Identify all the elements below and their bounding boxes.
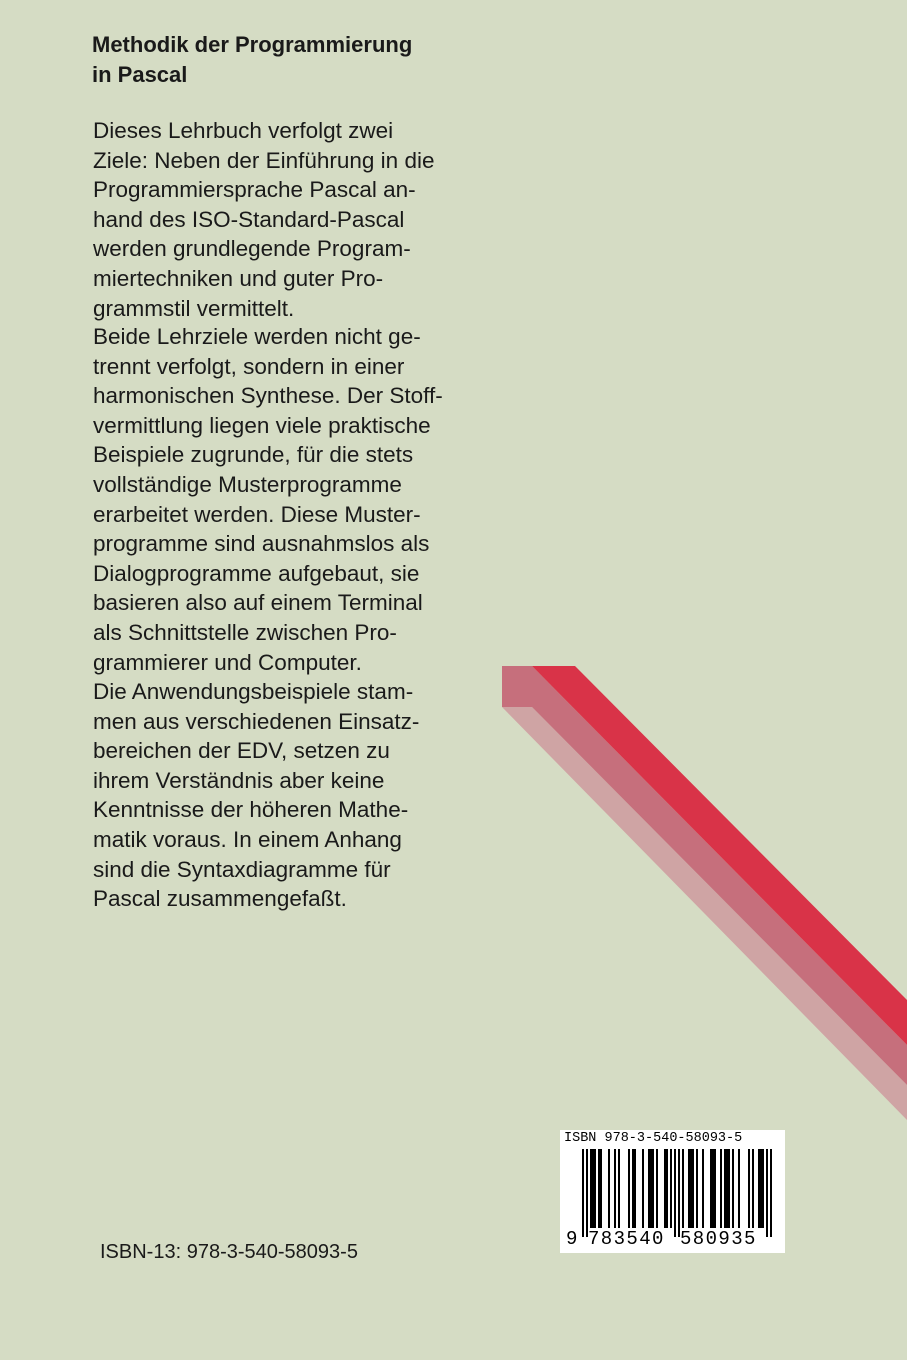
- barcode-bar: [666, 1149, 668, 1228]
- text-line: vermittlung liegen viele praktische: [93, 412, 431, 438]
- barcode-bar: [738, 1149, 740, 1228]
- barcode-bar: [594, 1149, 596, 1228]
- text-line: als Schnittstelle zwischen Pro-: [93, 619, 397, 645]
- barcode-guard-bar: [582, 1149, 584, 1237]
- text-line: Dieses Lehrbuch verfolgt zwei: [93, 118, 394, 143]
- text-line: Beispiele zugrunde, für die stets: [93, 442, 414, 468]
- barcode-bar: [648, 1149, 650, 1228]
- barcode-bar: [632, 1149, 634, 1228]
- barcode-bar: [642, 1149, 644, 1228]
- text-line: hand des ISO-Standard-Pascal: [93, 206, 405, 232]
- barcode-bar: [710, 1149, 712, 1228]
- text-line: men aus verschiedenen Einsatz-: [93, 708, 420, 734]
- barcode-bar: [720, 1149, 722, 1228]
- isbn-13-label: ISBN-13: 978-3-540-58093-5: [100, 1241, 358, 1263]
- barcode-bar: [752, 1149, 754, 1228]
- barcode-bar: [760, 1149, 762, 1228]
- title-line: in Pascal: [92, 62, 188, 87]
- barcode-bar: [634, 1149, 636, 1228]
- text-line: bereichen der EDV, setzen zu: [93, 738, 390, 764]
- barcode-bar: [702, 1149, 704, 1228]
- stripe-light: [502, 707, 907, 1120]
- barcode-digits-left: 783540: [588, 1228, 665, 1250]
- barcode-bar: [656, 1149, 658, 1228]
- text-line: basieren also auf einem Terminal: [93, 590, 423, 616]
- text-line: Die Anwendungsbeispiele stam-: [93, 679, 414, 704]
- text-line: harmonischen Synthese. Der Stoff-: [93, 383, 443, 409]
- barcode-bar: [732, 1149, 734, 1228]
- blurb-paragraph-1: [93, 116, 434, 323]
- barcode-bar: [628, 1149, 630, 1228]
- text-line: Kenntnisse der höheren Mathe-: [93, 797, 409, 823]
- text-line: Dialogprogramme aufgebaut, sie: [93, 560, 420, 586]
- barcode-guard-bar: [586, 1149, 588, 1237]
- barcode-bar: [726, 1149, 728, 1228]
- barcode-isbn-text: ISBN 978-3-540-58093-5: [564, 1131, 743, 1146]
- text-line: vollständige Musterprogramme: [93, 471, 402, 497]
- barcode-bar: [748, 1149, 750, 1228]
- barcode-digits-right: 580935: [680, 1228, 757, 1250]
- text-line: trennt verfolgt, sondern in einer: [93, 353, 405, 379]
- isbn-barcode: [560, 1130, 785, 1253]
- barcode-bar: [762, 1149, 764, 1228]
- barcode-bar: [728, 1149, 730, 1228]
- barcode-guard-bar: [766, 1149, 768, 1237]
- barcode-bar: [670, 1149, 672, 1228]
- barcode-bar: [682, 1149, 684, 1228]
- text-line: werden grundlegende Program-: [93, 236, 411, 262]
- barcode-bar: [608, 1149, 610, 1228]
- barcode-bar: [696, 1149, 698, 1228]
- text-line: sind die Syntaxdiagramme für: [93, 856, 391, 882]
- text-line: Ziele: Neben der Einführung in die: [93, 147, 435, 173]
- stripe-mid: [502, 666, 907, 1085]
- barcode-bar: [652, 1149, 654, 1228]
- barcode-bar: [618, 1149, 620, 1228]
- barcode-bar: [690, 1149, 692, 1228]
- barcode-bar: [724, 1149, 726, 1228]
- text-line: Programmiersprache Pascal an-: [93, 177, 416, 203]
- barcode-bar: [688, 1149, 690, 1228]
- book-title: [92, 30, 512, 90]
- barcode-bar: [692, 1149, 694, 1228]
- text-line: Beide Lehrziele werden nicht ge-: [93, 324, 421, 349]
- blurb-paragraph-3: [93, 677, 419, 914]
- text-line: miertechniken und guter Pro-: [93, 265, 384, 291]
- barcode-bar: [614, 1149, 616, 1228]
- barcode-bar: [590, 1149, 592, 1228]
- barcode-bar: [664, 1149, 666, 1228]
- text-line: matik voraus. In einem Anhang: [93, 826, 402, 852]
- barcode-guard-bar: [770, 1149, 772, 1237]
- barcode-bar: [600, 1149, 602, 1228]
- blurb-paragraph-2: [93, 322, 443, 677]
- barcode-bar: [650, 1149, 652, 1228]
- barcode-bar: [712, 1149, 714, 1228]
- barcode-guard-bar: [678, 1149, 680, 1237]
- text-line: grammierer und Computer.: [93, 649, 362, 675]
- barcode-bar: [592, 1149, 594, 1228]
- text-line: Pascal zusammengefaßt.: [93, 886, 347, 912]
- text-line: ihrem Verständnis aber keine: [93, 767, 385, 793]
- text-line: erarbeitet werden. Diese Muster-: [93, 501, 421, 527]
- text-line: programme sind ausnahmslos als: [93, 531, 430, 557]
- barcode-bar: [758, 1149, 760, 1228]
- barcode-guard-bar: [674, 1149, 676, 1237]
- barcode-digit-first: 9: [566, 1228, 578, 1250]
- barcode-bar: [714, 1149, 716, 1228]
- title-line: Methodik der Programmierung: [92, 32, 413, 57]
- text-line: grammstil vermittelt.: [93, 295, 295, 321]
- barcode-bar: [598, 1149, 600, 1228]
